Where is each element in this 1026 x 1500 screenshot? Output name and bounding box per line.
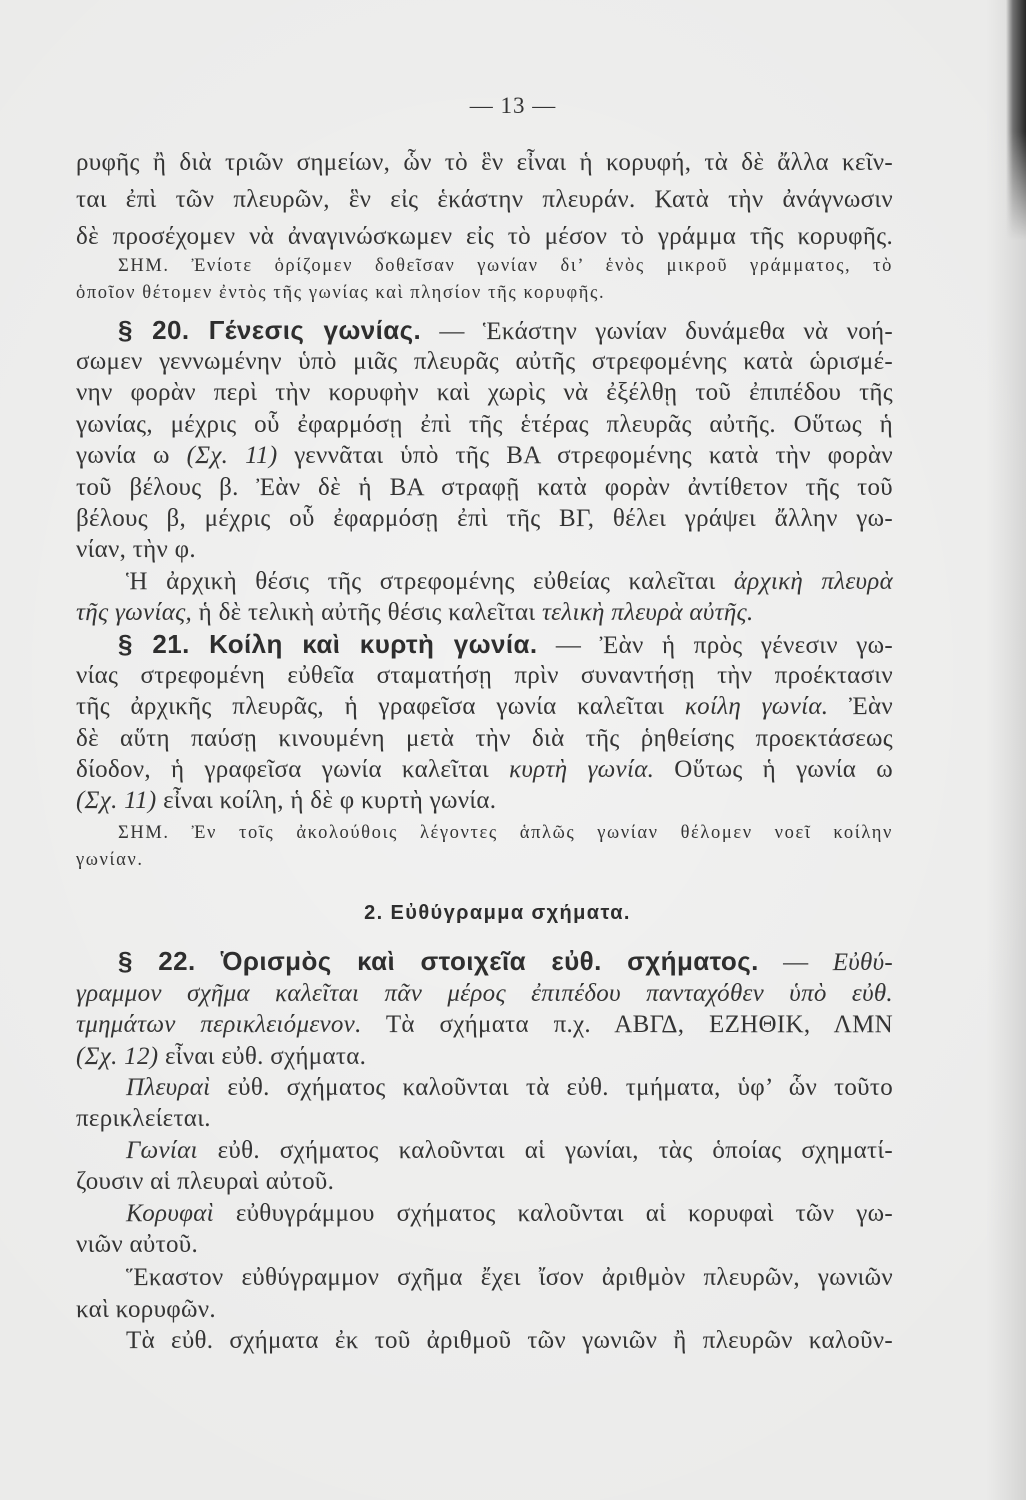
text-line — [76, 754, 893, 785]
text-line — [76, 472, 893, 503]
text-run: Ἐὰν — [828, 693, 893, 721]
text-line — [76, 1166, 893, 1197]
remark-note — [76, 820, 893, 874]
text-run: Τὰ εὐθ. σχήματα ἐκ τοῦ ἀριθμοῦ τῶν γωνιῶν ἢ πλευρῶν καλοῦν- — [126, 1327, 893, 1355]
text-run: γωνίας, μέχρις οὗ ἐφαρμόσῃ ἐπὶ τῆς ἑτέρας πλευρᾶς αὐτῆς. Οὕτως ἡ — [76, 410, 893, 438]
text-line — [76, 1294, 893, 1325]
text-run: εὐθυγράμμου σχήματος καλοῦνται αἱ κορυφαὶ τῶν γω- — [213, 1199, 893, 1227]
line-content — [118, 315, 893, 347]
line-content — [76, 534, 196, 565]
text-run: — Ἐὰν ἡ πρὸς γένεσιν γω- — [537, 631, 893, 659]
line-content — [126, 1072, 893, 1103]
line-content — [76, 1103, 211, 1134]
text-line — [76, 503, 893, 534]
text-run: σωμεν γεννωμένην ὑπὸ μιᾶς πλευρᾶς αὐτῆς στρεφομένης κατὰ ὡρισμέ- — [76, 347, 893, 375]
line-content — [76, 691, 893, 722]
text-run: — — [758, 949, 833, 977]
line-content — [118, 946, 893, 978]
binding-shadow — [1006, 0, 1026, 240]
text-run: ὁποῖον θέτομεν ἐντὸς τῆς γωνίας καὶ πλησίον τῆς κορυφῆς. — [76, 282, 606, 303]
text-line — [76, 1262, 893, 1293]
text-run: ΣΗΜ. Ἐν τοῖς ἀκολούθοις λέγοντες ἁπλῶς γωνίαν θέλομεν νοεῖ κοίλην — [118, 822, 893, 843]
emphasis-text: τῆς γωνίας, — [76, 599, 193, 627]
line-content — [76, 723, 893, 754]
page-number: — 13 — — [469, 93, 557, 118]
text-run: γωνία ω — [76, 442, 187, 470]
text-line — [76, 1103, 893, 1134]
text-run: Τὰ σχήματα π.χ. ΑΒΓΔ, ΕΖΗΘΙΚ, ΛΜΝ — [361, 1011, 893, 1039]
section-title: § 22. Ὁρισμὸς καὶ στοιχεῖα εὐθ. σχήματος. — [118, 946, 759, 977]
line-content — [364, 896, 631, 929]
text-run: Ἡ ἀρχικὴ θέσις τῆς στρεφομένης εὐθείας καλεῖται — [126, 567, 734, 595]
text-run: νίας στρεφομένη εὐθεῖα σταματήσῃ πρὶν συναντήσῃ τὴν προέκτασιν — [76, 661, 893, 689]
text-line — [76, 253, 893, 280]
line-content — [126, 1135, 893, 1166]
line-content — [76, 218, 893, 255]
text-run: εἶναι εὐθ. σχήματα. — [158, 1042, 367, 1070]
text-line — [76, 1041, 893, 1072]
text-run: — Ἑκάστην γωνίαν δυνάμεθα νὰ νοή- — [421, 317, 893, 345]
text-line — [76, 978, 893, 1009]
text-line — [76, 896, 893, 927]
text-run: ἡ δὲ τελικὴ αὐτῆς θέσις καλεῖται — [192, 599, 542, 627]
line-content — [118, 253, 893, 280]
emphasis-text: Κορυφαὶ — [126, 1199, 214, 1227]
text-run: νην φορὰν περὶ τὴν κορυφὴν καὶ χωρὶς νὰ ἐξέλθῃ τοῦ ἐπιπέδου τῆς — [76, 379, 893, 407]
text-run: ται ἐπὶ τῶν πλευρῶν, ἓν εἰς ἑκάστην πλευράν. Κατὰ τὴν ἀνάγνωσιν — [76, 186, 893, 213]
text-run: δὲ προσέχομεν νὰ ἀναγινώσκωμεν εἰς τὸ μέσον τὸ γράμμα τῆς κορυφῆς. — [76, 223, 893, 250]
emphasis-text: Γωνίαι — [126, 1136, 198, 1164]
text-line — [76, 280, 893, 307]
text-run: περικλείεται. — [76, 1105, 211, 1133]
line-content — [76, 1229, 198, 1260]
text-run: τῆς ἀρχικῆς πλευρᾶς, ἡ γραφεῖσα γωνία καλεῖται — [76, 693, 685, 721]
line-content — [76, 144, 893, 181]
text-line — [76, 440, 893, 471]
subsection-heading — [76, 896, 893, 927]
line-content — [76, 1009, 893, 1040]
line-content — [76, 1166, 334, 1197]
line-content — [76, 1041, 366, 1072]
section — [76, 629, 893, 817]
page-body — [76, 144, 893, 1357]
line-content — [126, 566, 893, 597]
text-line — [76, 820, 893, 847]
text-run: νίαν, τὴν φ. — [76, 536, 196, 564]
text-run: εὐθ. σχήματος καλοῦνται τὰ εὐθ. τμήματα, ὑφ’ ὧν τοῦτο — [210, 1074, 893, 1101]
paragraph — [76, 1198, 893, 1261]
emphasis-text: (Σχ. 11) — [186, 442, 278, 470]
emphasis-text: κυρτὴ γωνία. — [509, 756, 655, 784]
text-line — [76, 1072, 893, 1103]
emphasis-text: (Σχ. 12) — [76, 1042, 159, 1070]
text-line — [76, 409, 893, 440]
text-line — [76, 1198, 893, 1229]
text-run: καὶ κορυφῶν. — [76, 1295, 216, 1323]
text-line — [76, 660, 893, 691]
paragraph — [76, 1135, 893, 1198]
paragraph — [76, 1072, 893, 1135]
line-content — [126, 1325, 893, 1356]
text-run: ΣΗΜ. Ἐνίοτε ὁρίζομεν δοθεῖσαν γωνίαν δι’ ἑνὸς μικροῦ γράμματος, τὸ — [118, 256, 893, 276]
text-run: εὐθ. σχήματος καλοῦνται αἱ γωνίαι, τὰς ὁποίας σχηματί- — [197, 1136, 893, 1164]
text-line — [76, 144, 893, 181]
text-run: Ἕκαστον εὐθύγραμμον σχῆμα ἔχει ἴσον ἀριθμὸν πλευρῶν, γωνιῶν — [126, 1264, 893, 1292]
emphasis-text: Εὐθύ- — [832, 949, 894, 977]
line-content — [76, 660, 893, 691]
text-line — [76, 597, 893, 628]
text-run: ζουσιν αἱ πλευραὶ αὐτοῦ. — [76, 1168, 335, 1196]
emphasis-text: (Σχ. 11) — [76, 787, 157, 815]
text-line — [76, 847, 893, 874]
paragraph — [76, 566, 893, 629]
text-run: δὲ αὕτη παύσῃ κινουμένη μετὰ τὴν διὰ τῆς ῥηθείσης προεκτάσεως — [76, 724, 893, 752]
text-run: βέλους β, μέχρις οὗ ἐφαρμόσῃ ἐπὶ τῆς ΒΓ, θέλει γράψει ἄλλην γω- — [76, 504, 893, 532]
line-content — [76, 409, 893, 440]
emphasis-text: γραμμον σχῆμα καλεῖται πᾶν μέρος ἐπιπέδου πανταχόθεν ὑπὸ εὐθ. — [76, 979, 893, 1007]
text-run: γωνίαν. — [76, 849, 144, 870]
line-content — [76, 472, 893, 503]
line-content — [76, 978, 893, 1009]
section-title: § 21. Κοίλη καὶ κυρτὴ γωνία. — [118, 628, 538, 659]
emphasis-text: ἀρχικὴ πλευρὰ — [733, 567, 893, 595]
text-run: εἶναι κοίλη, ἡ δὲ φ κυρτὴ γωνία. — [156, 787, 497, 815]
subsection-title: 2. Εὐθύγραμμα σχήματα. — [364, 902, 631, 925]
text-line — [76, 691, 893, 722]
text-run: Οὕτως ἡ γωνία ω — [654, 756, 894, 784]
remark-note — [76, 253, 893, 307]
text-line — [76, 1009, 893, 1040]
line-content — [76, 346, 893, 377]
emphasis-text: κοίλη γωνία. — [684, 693, 829, 721]
line-content — [76, 377, 893, 408]
section — [76, 315, 893, 566]
line-content — [76, 597, 754, 628]
paragraph-continued — [76, 144, 893, 255]
text-line — [76, 1135, 893, 1166]
line-content — [76, 847, 144, 874]
emphasis-text: τμημάτων περικλειόμενον. — [76, 1011, 362, 1039]
text-line — [76, 629, 893, 660]
line-content — [118, 820, 893, 847]
line-content — [76, 1294, 216, 1325]
text-run: τοῦ βέλους β. Ἐὰν δὲ ἡ ΒΑ στραφῇ κατὰ φορὰν ἀντίθετον τῆς τοῦ — [76, 473, 893, 501]
line-content — [76, 754, 893, 785]
line-content — [76, 785, 496, 816]
paragraph — [76, 1262, 893, 1325]
text-line — [76, 785, 893, 816]
text-run: ρυφῆς ἢ διὰ τριῶν σημείων, ὧν τὸ ἓν εἶναι ἡ κορυφή, τὰ δὲ ἄλλα κεῖν- — [76, 149, 893, 176]
text-line — [76, 534, 893, 565]
text-line — [76, 181, 893, 218]
text-line — [76, 1229, 893, 1260]
line-content — [76, 181, 893, 218]
text-line — [76, 566, 893, 597]
text-line — [76, 723, 893, 754]
section-title: § 20. Γένεσις γωνίας. — [118, 314, 422, 345]
emphasis-text: τελικὴ πλευρὰ αὐτῆς. — [541, 599, 754, 627]
line-content — [76, 280, 605, 307]
line-content — [76, 503, 893, 534]
emphasis-text: Πλευραὶ — [126, 1074, 211, 1101]
text-line — [76, 377, 893, 408]
paragraph — [76, 1325, 893, 1356]
section — [76, 946, 893, 1072]
text-line — [76, 346, 893, 377]
line-content — [118, 629, 893, 661]
text-run: νιῶν αὐτοῦ. — [76, 1230, 198, 1258]
text-line — [76, 315, 893, 346]
line-content — [76, 440, 893, 471]
text-run: δίοδον, ἡ γραφεῖσα γωνία καλεῖται — [76, 756, 510, 784]
line-content — [126, 1262, 893, 1293]
text-line — [76, 218, 893, 255]
line-content — [126, 1198, 893, 1229]
text-run: γεννᾶται ὑπὸ τῆς ΒΑ στρεφομένης κατὰ τὴν φορὰν — [277, 442, 893, 470]
text-line — [76, 946, 893, 977]
text-line — [76, 1325, 893, 1356]
